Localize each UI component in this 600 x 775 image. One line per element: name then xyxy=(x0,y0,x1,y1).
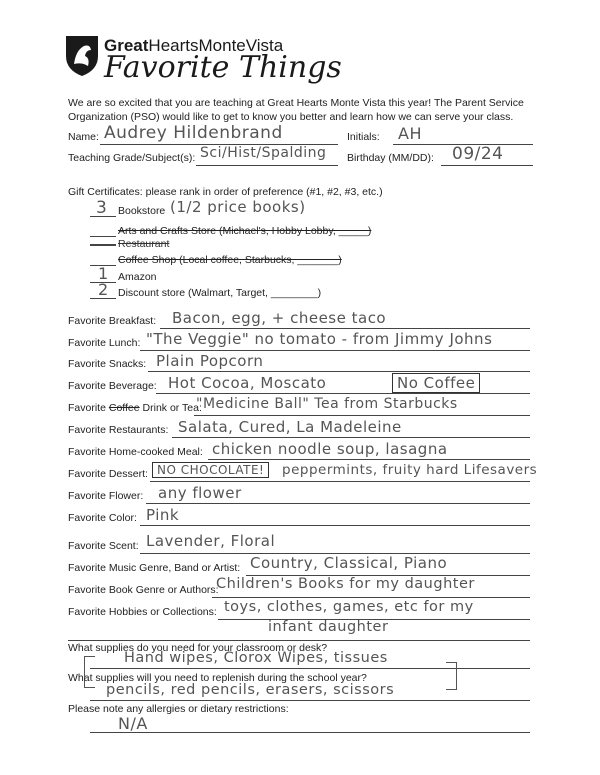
scent-value: Lavender, Floral xyxy=(146,532,276,550)
intro-text: We are so excited that you are teaching at Great Hearts Monte Vista this year! The Parent Service Organization (PSO) would like to get to know you better and learn how we can serve your class. xyxy=(68,97,524,123)
grade-value: Sci/Hist/Spalding xyxy=(200,145,327,161)
snacks-value: Plain Popcorn xyxy=(156,352,264,370)
supplies-replenish-value: pencils, red pencils, erasers, scissors xyxy=(106,682,395,698)
book-label: Favorite Book Genre or Authors: xyxy=(68,584,219,596)
hobbies-label: Favorite Hobbies or Collections: xyxy=(68,606,217,618)
drink-strike: Coffee xyxy=(108,402,140,414)
gift-rank-discount: 2 xyxy=(98,280,109,299)
drink-suffix: Drink or Tea: xyxy=(139,402,202,414)
drink-value: "Medicine Ball" Tea from Starbucks xyxy=(196,396,458,412)
gift-item-bookstore: Bookstore xyxy=(118,205,166,217)
brand-bold: Great xyxy=(104,36,149,55)
gift-note-bookstore: (1/2 price books) xyxy=(170,198,306,216)
allergy-value: N/A xyxy=(118,714,148,733)
flower-value: any flower xyxy=(158,484,242,502)
grade-label: Teaching Grade/Subject(s): xyxy=(68,152,196,164)
dessert-value: peppermints, fruity hard Lifesavers xyxy=(282,462,538,478)
beverage-label: Favorite Beverage: xyxy=(68,380,157,392)
home-label: Favorite Home-cooked Meal: xyxy=(68,446,203,458)
drink-prefix: Favorite xyxy=(68,402,109,414)
brand-rest: HeartsMonteVista xyxy=(148,36,284,55)
gift-item-arts: Arts and Crafts Store (Michael's, Hobby Lobby, _____) xyxy=(118,225,372,237)
name-value: Audrey Hildenbrand xyxy=(104,123,283,143)
breakfast-label: Favorite Breakfast: xyxy=(68,315,157,327)
supplies-class-label: What supplies do you need for your classroom or desk? xyxy=(68,642,328,654)
hobbies-value-1: toys, clothes, games, etc for my xyxy=(224,599,474,615)
lunch-value: "The Veggie" no tomato - from Jimmy Johns xyxy=(146,330,493,348)
gift-item-amazon: Amazon xyxy=(118,271,157,283)
page-title: Favorite Things xyxy=(104,50,342,85)
initials-label: Initials: xyxy=(347,131,380,143)
dessert-label: Favorite Dessert: xyxy=(68,468,148,480)
birthday-label: Birthday (MM/DD): xyxy=(347,152,434,164)
lunch-label: Favorite Lunch: xyxy=(68,337,141,349)
breakfast-value: Bacon, egg, + cheese taco xyxy=(172,309,387,327)
birthday-value: 09/24 xyxy=(452,144,504,164)
hobbies-value-2: infant daughter xyxy=(268,619,389,635)
supplies-class-value: Hand wipes, Clorox Wipes, tissues xyxy=(124,650,388,666)
book-value: Children's Books for my daughter xyxy=(216,576,475,592)
gift-item-restaurant: Restaurant xyxy=(118,238,170,250)
snacks-label: Favorite Snacks: xyxy=(68,358,147,370)
logo-shield-icon xyxy=(64,34,100,78)
initials-value: AH xyxy=(398,124,422,143)
dessert-box: NO CHOCOLATE! xyxy=(152,462,269,478)
name-label: Name: xyxy=(68,131,99,143)
gift-rank-1: 3 xyxy=(96,198,108,218)
gift-item-discount: Discount store (Walmart, Target, ________) xyxy=(118,287,322,299)
gift-rank-amazon: 1 xyxy=(98,264,109,283)
color-label: Favorite Color: xyxy=(68,512,137,524)
supplies-replenish-label: What supplies will you need to replenish during the school year? xyxy=(68,672,367,684)
beverage-box: No Coffee xyxy=(392,373,480,393)
scent-label: Favorite Scent: xyxy=(68,540,139,552)
restaurants-label: Favorite Restaurants: xyxy=(68,424,169,436)
gift-item-coffee: Coffee Shop (Local coffee, Starbucks, _______) xyxy=(118,254,342,266)
beverage-value: Hot Cocoa, Moscato xyxy=(168,374,327,392)
flower-label: Favorite Flower: xyxy=(68,490,144,502)
allergy-label: Please note any allergies or dietary restrictions: xyxy=(68,703,289,715)
drink-label xyxy=(68,402,202,414)
home-value: chicken noodle soup, lasagna xyxy=(212,440,448,458)
music-label: Favorite Music Genre, Band or Artist: xyxy=(68,562,241,574)
music-value: Country, Classical, Piano xyxy=(250,554,448,572)
color-value: Pink xyxy=(146,506,180,524)
gift-heading: Gift Certificates: please rank in order of preference (#1, #2, #3, etc.) xyxy=(68,186,383,198)
restaurants-value: Salata, Cured, La Madeleine xyxy=(178,418,402,436)
bracket-right xyxy=(446,662,457,690)
